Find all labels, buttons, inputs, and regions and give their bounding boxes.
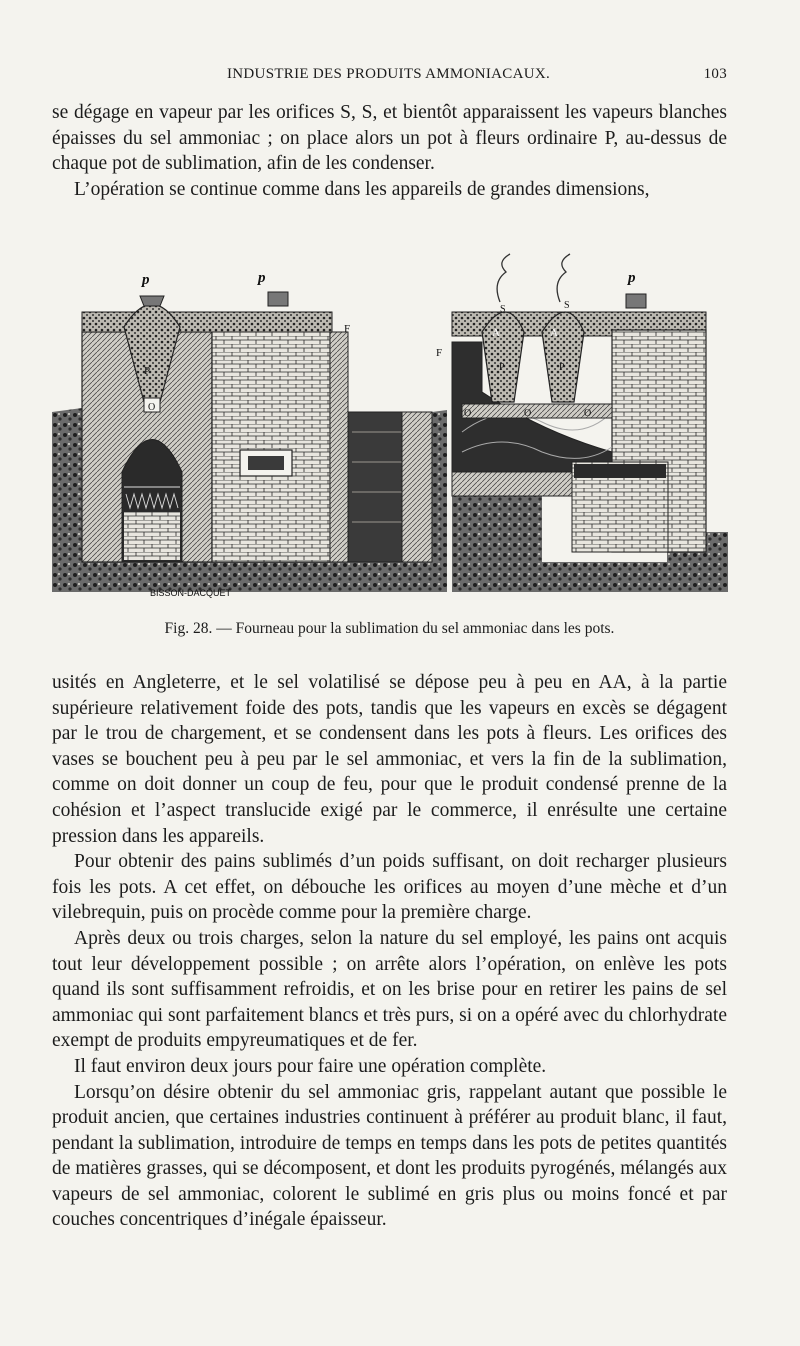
label-O: O xyxy=(464,408,472,419)
label-F: F xyxy=(344,323,351,335)
label-P: P xyxy=(499,362,505,373)
label-p: p xyxy=(628,270,636,286)
label-S: S xyxy=(500,304,506,315)
paragraph: Pour obtenir des pains sublimés d’un poids suffisant, on doit recharger plusieurs fois les pots. A cet effet, on débouche les orifices au moyen d’une mèche et d’un vilebrequin, puis on procède comme pour la première charge. xyxy=(52,851,727,924)
paragraph: Lorsqu’on désire obtenir du sel ammoniac gris, rappelant autant que possible le produit ancien, que certaines industries continuent à préférer au produit blanc, il faut, pendant la sublimation, introduire de temps en temps dans les pots de petites quantités de matières grasses, qui se décomposent, et dont les produits pyrogénés, mélangés aux vapeurs de sel ammoniac, colorent le sublimé en gris plus ou moins foncé et par couches concentriques d’inégale épaisseur. xyxy=(52,1081,727,1231)
text-block-top xyxy=(52,100,727,202)
paragraph: L’opération se continue comme dans les appareils de grandes dimensions, xyxy=(74,178,650,200)
paragraph: usités en Angleterre, et le sel volatilisé se dépose peu à peu en AA, à la partie supérieure relativement foide des pots, tandis que les vapeurs en excès se dégagent par le trou de chargement, et se condensent dans les pots à fleurs. Les orifices des vases se bouchent peu à peu par le sel ammoniac, et vers la fin de la sublimation, comme on doit donner un coup de feu, pour que le produit condensé prenne de la cohésion et l’aspect translucide exigé par le commerce, il enrésulte une certaine pression dans les appareils. xyxy=(52,672,727,847)
paragraph: se dégage en vapeur par les orifices S, S, et bientôt apparaissent les vapeurs blanches épaisses du sel ammoniac ; on place alors un pot à fleurs ordinaire P, au-dessus de chaque pot de sublimation, afin de les condenser. xyxy=(52,102,727,175)
paragraph: Après deux ou trois charges, selon la nature du sel employé, les pains ont acquis tout leur développement possible ; on arrête alors l’opération, on enlève les pots quand ils sont suffisamment refroidis, et on les brise pour en retirer les pains de sel ammoniac qui sont parfaitement blancs et très purs, si on a opéré avec du chlorhydrate exempt de produits empyreumatiques et de fer. xyxy=(52,927,727,1052)
label-S: S xyxy=(564,300,570,311)
engraver-signature: BISSON-DACQUET xyxy=(150,588,232,598)
label-O: O xyxy=(524,408,532,419)
running-head-title: INDUSTRIE DES PRODUITS AMMONIACAUX. xyxy=(227,66,551,82)
furnace-illustration xyxy=(52,232,728,602)
label-F: F xyxy=(436,347,443,359)
label-O: O xyxy=(584,408,592,419)
label-p: p xyxy=(258,270,266,286)
label-P: P xyxy=(144,365,151,377)
furnace-left xyxy=(82,270,432,562)
text-block-bottom xyxy=(52,670,727,1233)
label-O: O xyxy=(148,402,156,413)
label-P: P xyxy=(559,362,565,373)
paragraph: Il faut environ deux jours pour faire une opération complète. xyxy=(74,1055,547,1077)
label-A: A xyxy=(550,327,558,339)
label-A: A xyxy=(492,327,500,339)
label-p: p xyxy=(142,272,150,288)
page-number: 103 xyxy=(703,66,727,82)
figure-caption: Fig. 28. — Fourneau pour la sublimation du sel ammoniac dans les pots. xyxy=(164,620,615,637)
